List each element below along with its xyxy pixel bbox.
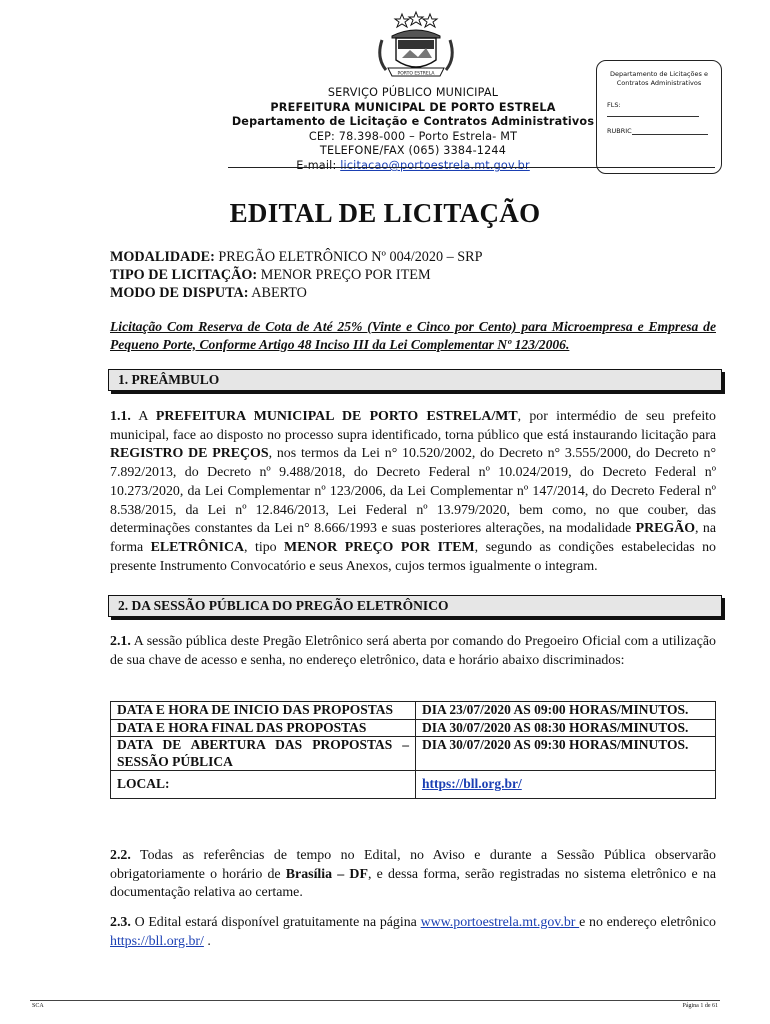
- paragraph-number: 2.1.: [110, 634, 131, 649]
- section-2-heading: 2. DA SESSÃO PÚBLICA DO PREGÃO ELETRÔNICO: [108, 595, 722, 617]
- schedule-value: DIA 30/07/2020 AS 08:30 HORAS/MINUTOS.: [416, 719, 716, 737]
- header-line-service: SERVIÇO PÚBLICO MUNICIPAL: [327, 86, 499, 99]
- crest-banner-text: PORTO ESTRELA: [397, 71, 435, 77]
- header-line-cep: CEP: 78.398-000 – Porto Estrela- MT: [308, 129, 518, 143]
- table-row: [111, 702, 716, 720]
- paragraph-2-3: 2.3. O Edital estará disponível gratuitamente na página www.portoestrela.mt.gov.br e no endereço eletrônico https://bll.org.br/ .: [110, 915, 716, 949]
- meta-value: PREGÃO ELETRÔNICO Nº 004/2020 – SRP: [214, 249, 483, 265]
- schedule-label: DATA E HORA FINAL DAS PROPOSTAS: [111, 719, 416, 737]
- schedule-label: LOCAL:: [111, 771, 416, 799]
- protocol-stamp-box: [596, 60, 722, 174]
- schedule-label: DATA DE ABERTURA DAS PROPOSTAS – SESSÃO PÚBLICA: [111, 737, 416, 771]
- header-divider: [228, 167, 715, 168]
- footer-divider: [30, 1000, 720, 1001]
- portoestrela-link[interactable]: www.portoestrela.mt.gov.br: [420, 915, 580, 930]
- coat-of-arms-logo: [372, 10, 460, 84]
- section-1-heading: 1. PREÂMBULO: [108, 369, 722, 391]
- paragraph-number: 1.1.: [110, 409, 131, 424]
- paragraph-1-1: 1.1. A PREFEITURA MUNICIPAL DE PORTO ESTRELA/MT, por intermédio de seu prefeito municipal, face ao disposto no processo supra identificado, torna público que está instaurando licitação para REGISTRO DE PREÇOS, nos termos da Lei n° 10.520/2002, do Decreto n° 3.555/2000, do Decreto n° 7.892/2013, do Decreto nº 9.488/2018, do Decreto Federal nº 10.024/2019, do Decreto Federal nº 10.273/2020, da Lei Complementar nº 123/2006, da Lei Complementar nº 147/2014, do Decreto Federal nº 8.538/2015, da Lei nº 12.846/2013, Lei Federal nº 13.979/2020, bem como, no que couber, das determinações constantes da Lei n° 8.666/1993 e suas posteriores alterações, na modalidade PREGÃO, na forma ELETRÔNICA, tipo MENOR PREÇO POR ITEM, segundo as condições estabelecidas no presente Instrumento Convocatório e seus Anexos, cujos termos igualmente o integram.: [110, 409, 717, 574]
- schedule-value: DIA 23/07/2020 AS 09:00 HORAS/MINUTOS.: [416, 702, 716, 720]
- email-link[interactable]: licitacao@portoestrela.mt.gov.br: [340, 158, 530, 172]
- meta-value: MENOR PREÇO POR ITEM: [257, 267, 431, 284]
- header-line-phone: TELEFONE/FAX (065) 3384-1244: [319, 144, 507, 158]
- table-row: [111, 719, 716, 737]
- meta-label: MODALIDADE:: [110, 249, 215, 265]
- schedule-table: [110, 701, 716, 799]
- fls-field: [607, 101, 711, 117]
- paragraph-number: 2.3.: [110, 915, 131, 930]
- meta-value: ABERTO: [248, 285, 307, 302]
- licitacao-note: Licitação Com Reserva de Cota de Até 25% (Vinte e Cinco por Cento) para Microempresa e Empresa de Pequeno Porte, Conforme Artigo 48 Inciso III da Lei Complementar Nº 123/2006.: [110, 319, 716, 352]
- fls-underline: [607, 116, 699, 117]
- bll-link-inline[interactable]: https://bll.org.br/: [110, 933, 204, 949]
- rubric-field: [607, 127, 711, 135]
- header-line-prefeitura: PREFEITURA MUNICIPAL DE PORTO ESTRELA: [270, 100, 556, 114]
- rubric-label: RUBRIC: [607, 127, 632, 135]
- schedule-label: DATA E HORA DE INICIO DAS PROPOSTAS: [111, 702, 416, 720]
- footer-left: SCA: [32, 1003, 44, 1009]
- stamp-title: [597, 70, 721, 88]
- document-title: EDITAL DE LICITAÇÃO: [229, 198, 541, 228]
- table-row: [111, 737, 716, 771]
- schedule-value: DIA 30/07/2020 AS 09:30 HORAS/MINUTOS.: [416, 737, 716, 771]
- bll-link[interactable]: https://bll.org.br/: [422, 776, 522, 791]
- paragraph-2-2: 2.2. Todas as referências de tempo no Edital, no Aviso e durante a Sessão Pública observarão obrigatoriamente o horário de Brasília – DF, e dessa forma, serão registradas no sistema eletrônico e na documentação relativa ao certame.: [110, 848, 716, 901]
- email-label: E-mail:: [296, 158, 341, 172]
- table-row: [111, 771, 716, 799]
- meta-modalidade: [110, 248, 483, 266]
- fls-label: FLS:: [607, 101, 621, 109]
- meta-modo: [110, 284, 483, 302]
- meta-tipo: [110, 266, 483, 284]
- paragraph-2-1: 2.1. A sessão pública deste Pregão Eletrônico será aberta por comando do Pregoeiro Oficial com a utilização de sua chave de acesso e senha, no endereço eletrônico, data e horário abaixo discriminados:: [110, 634, 716, 668]
- meta-label: TIPO DE LICITAÇÃO:: [110, 267, 258, 284]
- letterhead: [228, 86, 598, 174]
- paragraph-number: 2.2.: [110, 848, 131, 863]
- stamp-title-line1: Departamento de Licitações e: [610, 70, 708, 78]
- stamp-title-line2: Contratos Administrativos: [616, 79, 702, 87]
- page-number: Página 1 de 61: [682, 1003, 718, 1009]
- header-line-department: Departamento de Licitação e Contratos Administrativos: [231, 115, 595, 129]
- meta-label: MODO DE DISPUTA:: [110, 285, 249, 302]
- bid-metadata: [110, 248, 483, 303]
- rubric-underline: [632, 134, 708, 135]
- schedule-value: [416, 771, 716, 799]
